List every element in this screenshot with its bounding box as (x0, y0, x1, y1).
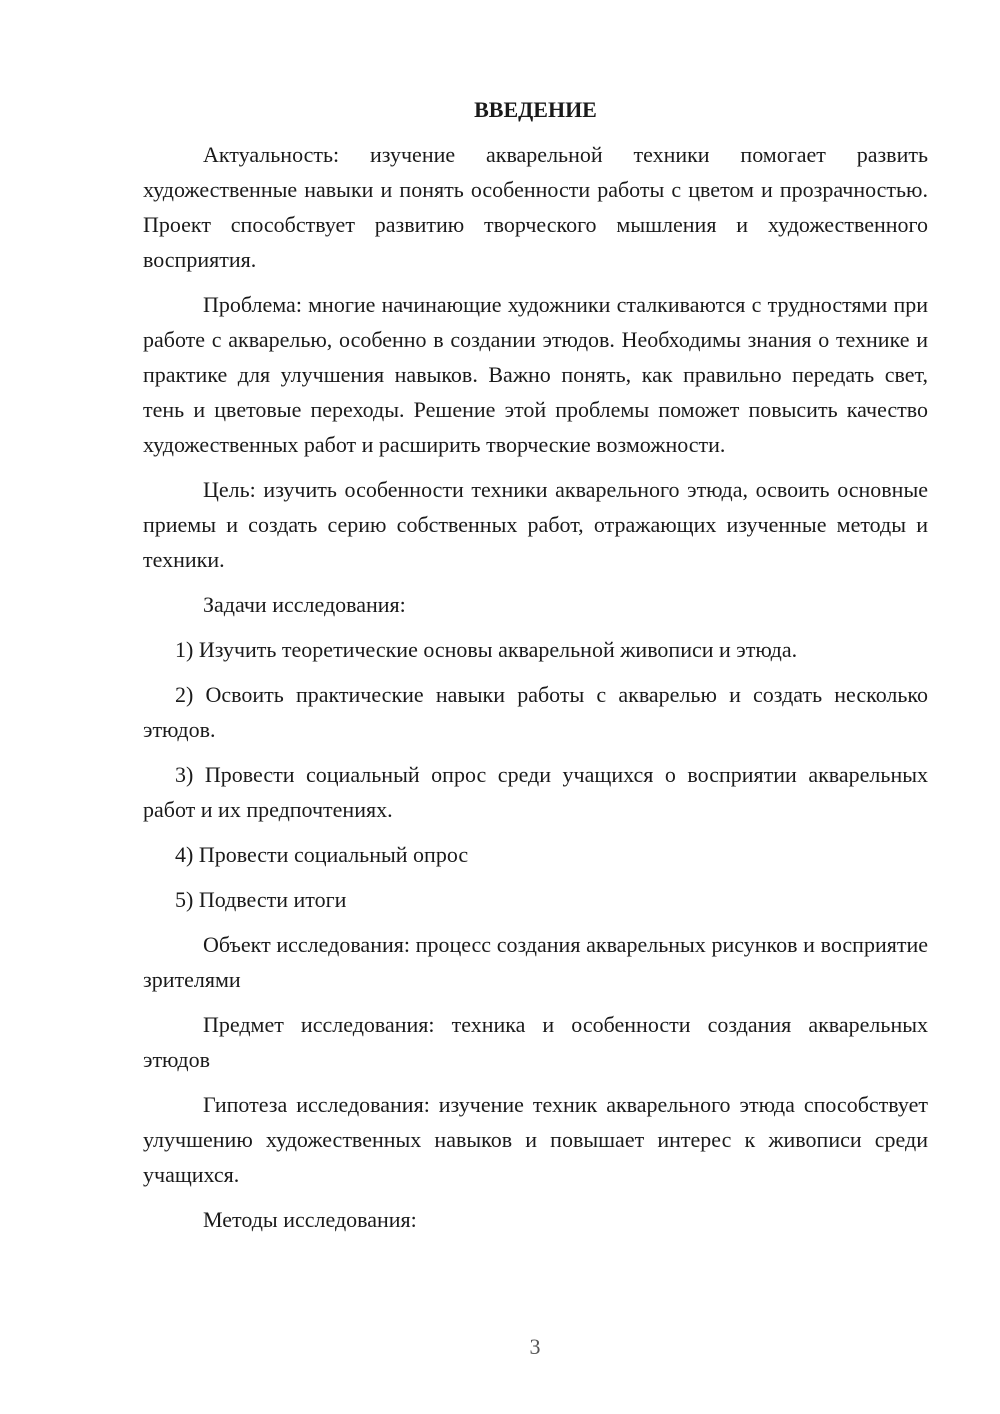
hypothesis-paragraph: Гипотеза исследования: изучение техник акварельного этюда способствует улучшению художественных навыков и повышает интерес к живописи среди учащихся. (143, 1092, 928, 1187)
object-paragraph: Объект исследования: процесс создания акварельных рисунков и восприятие зрителями (143, 932, 928, 992)
page-number: 3 (529, 1334, 541, 1359)
page-title: ВВЕДЕНИЕ (474, 97, 597, 122)
task-item-2: 2) Освоить практические навыки работы с акварелью и создать несколько этюдов. (143, 682, 928, 742)
task-item-3: 3) Провести социальный опрос среди учащихся о восприятии акварельных работ и их предпочтениях. (143, 762, 928, 822)
relevance-paragraph: Актуальность: изучение акварельной техники помогает развить художественные навыки и понять особенности работы с цветом и прозрачностью. Проект способствует развитию творческого мышления и художественного восприятия. (143, 142, 928, 272)
goal-paragraph: Цель: изучить особенности техники акварельного этюда, освоить основные приемы и создать серию собственных работ, отражающих изученные методы и техники. (143, 477, 928, 572)
task-item-1: 1) Изучить теоретические основы акварельной живописи и этюда. (175, 637, 798, 662)
subject-paragraph: Предмет исследования: техника и особенности создания акварельных этюдов (143, 1012, 928, 1072)
problem-paragraph: Проблема: многие начинающие художники сталкиваются с трудностями при работе с акварелью, особенно в создании этюдов. Необходимы знания о технике и практике для улучшения навыков. Важно понять, как правильно передать свет, тень и цветовые переходы. Решение этой проблемы поможет повысить качество художественных работ и расширить творческие возможности. (143, 292, 928, 457)
methods-heading: Методы исследования: (203, 1207, 417, 1232)
document-body (143, 92, 928, 1247)
tasks-heading: Задачи исследования: (203, 592, 406, 617)
task-item-5: 5) Подвести итоги (175, 887, 347, 912)
task-item-4: 4) Провести социальный опрос (175, 842, 469, 867)
